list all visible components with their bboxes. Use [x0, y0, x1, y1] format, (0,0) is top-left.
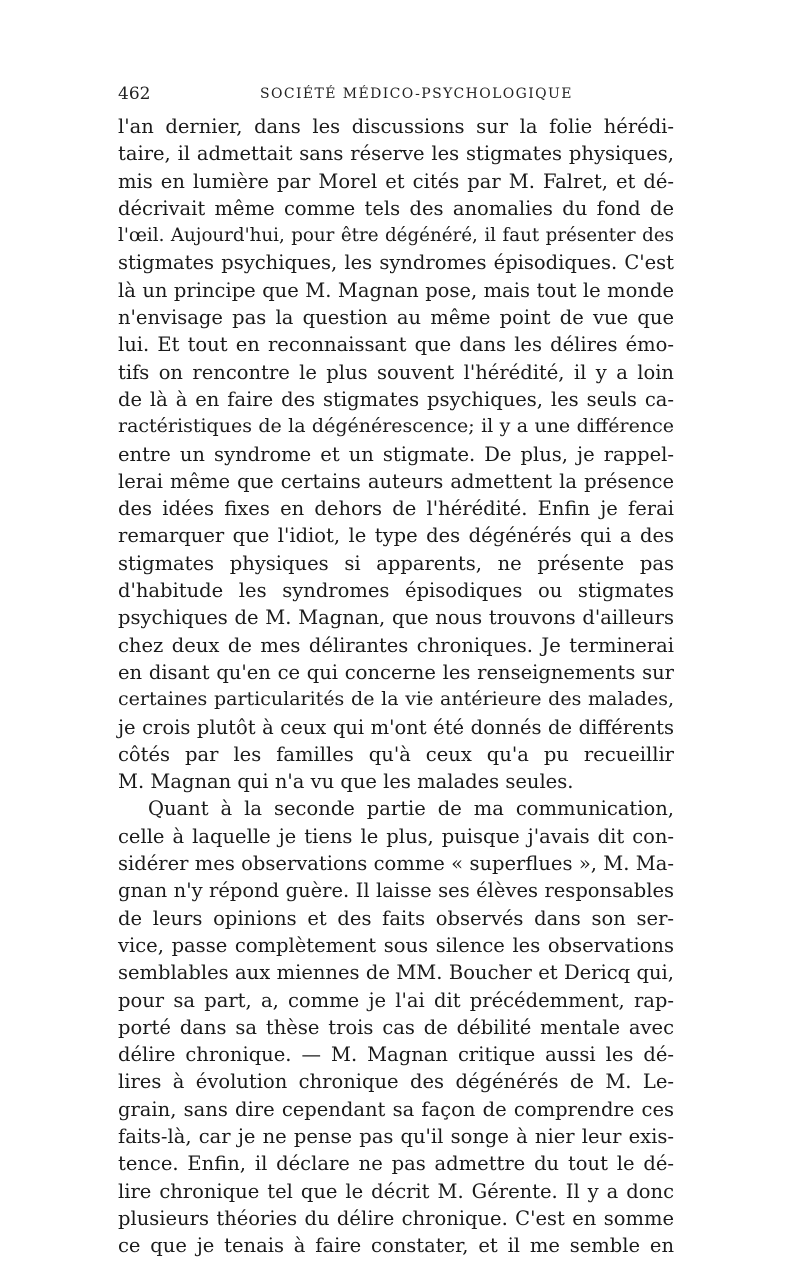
text-line: sidérer mes observations comme « superflues », M. Ma- [118, 852, 674, 876]
text-line: psychiques de M. Magnan, que nous trouvons d'ailleurs [118, 606, 674, 630]
text-line: lires à évolution chronique des dégénérés de M. Le- [118, 1070, 674, 1094]
text-line: des idées fixes en dehors de l'hérédité. Enfin je ferai [118, 497, 674, 521]
running-title: SOCIÉTÉ MÉDICO-PSYCHOLOGIQUE [260, 86, 573, 102]
text-line: là un principe que M. Magnan pose, mais tout le monde [118, 278, 674, 302]
body-text [118, 113, 674, 1259]
text-line: n'envisage pas la question au même point de vue que [118, 306, 674, 330]
text-line: en disant qu'en ce qui concerne les renseignements sur [118, 660, 674, 684]
text-line: tence. Enfin, il déclare ne pas admettre du tout le dé- [118, 1152, 674, 1176]
text-line: décrivait même comme tels des anomalies du fond de [118, 196, 674, 220]
running-head [118, 84, 674, 110]
text-line: certaines particularités de la vie antérieure des malades, [118, 688, 674, 711]
text-line: M. Magnan qui n'a vu que les malades seules. [118, 770, 574, 794]
text-line: grain, sans dire cependant sa façon de comprendre ces [118, 1097, 674, 1121]
text-line: de là à en faire des stigmates psychiques, les seuls ca- [118, 387, 674, 411]
text-line: de leurs opinions et des faits observés dans son ser- [118, 906, 674, 930]
text-line: pour sa part, a, comme je l'ai dit précédemment, rap- [118, 988, 674, 1012]
text-line: entre un syndrome et un stigmate. De plus, je rappel- [118, 442, 674, 466]
text-line: Quant à la seconde partie de ma communication, [148, 797, 674, 821]
book-page [118, 84, 674, 1259]
text-line: ce que je tenais à faire constater, et il me semble en [118, 1234, 674, 1258]
text-line: l'an dernier, dans les discussions sur la folie hérédi- [118, 115, 674, 138]
text-line: celle à laquelle je tiens le plus, puisque j'avais dit con- [118, 824, 674, 848]
text-line: lire chronique tel que le décrit M. Gérente. Il y a donc [118, 1179, 674, 1203]
text-line: tifs on rencontre le plus souvent l'hérédité, il y a loin [118, 360, 674, 384]
text-line: gnan n'y répond guère. Il laisse ses élèves responsables [118, 879, 674, 903]
text-line: remarquer que l'idiot, le type des dégénérés qui a des [118, 524, 674, 548]
text-line: semblables aux miennes de MM. Boucher et Dericq qui, [118, 961, 674, 985]
text-line: porté dans sa thèse trois cas de débilité mentale avec [118, 1015, 674, 1039]
text-line: plusieurs théories du délire chronique. C'est en somme [118, 1206, 674, 1230]
text-line: d'habitude les syndromes épisodiques ou stigmates [118, 579, 674, 603]
text-line: stigmates psychiques, les syndromes épisodiques. C'est [118, 251, 674, 275]
text-line: l'œil. Aujourd'hui, pour être dégénéré, il faut présenter des [118, 225, 674, 247]
text-line: mis en lumière par Morel et cités par M. Falret, et dé- [118, 169, 674, 193]
text-line: stigmates physiques si apparents, ne présente pas [118, 551, 674, 575]
text-line: faits-là, car je ne pense pas qu'il songe à nier leur exis- [118, 1124, 674, 1148]
text-line: taire, il admettait sans réserve les stigmates physiques, [118, 142, 674, 166]
text-line: ractéristiques de la dégénérescence; il y a une différence [118, 415, 674, 438]
text-line: vice, passe complètement sous silence les observations [118, 933, 674, 957]
text-line: délire chronique. — M. Magnan critique aussi les dé- [118, 1043, 674, 1067]
text-line: côtés par les familles qu'à ceux qu'a pu recueillir [118, 742, 674, 766]
page-number: 462 [118, 84, 151, 104]
text-line: chez deux de mes délirantes chroniques. Je terminerai [118, 633, 674, 657]
text-line: je crois plutôt à ceux qui m'ont été donnés de différents [118, 715, 674, 739]
text-line: lerai même que certains auteurs admettent la présence [118, 469, 674, 493]
text-line: lui. Et tout en reconnaissant que dans les délires émo- [118, 333, 674, 357]
